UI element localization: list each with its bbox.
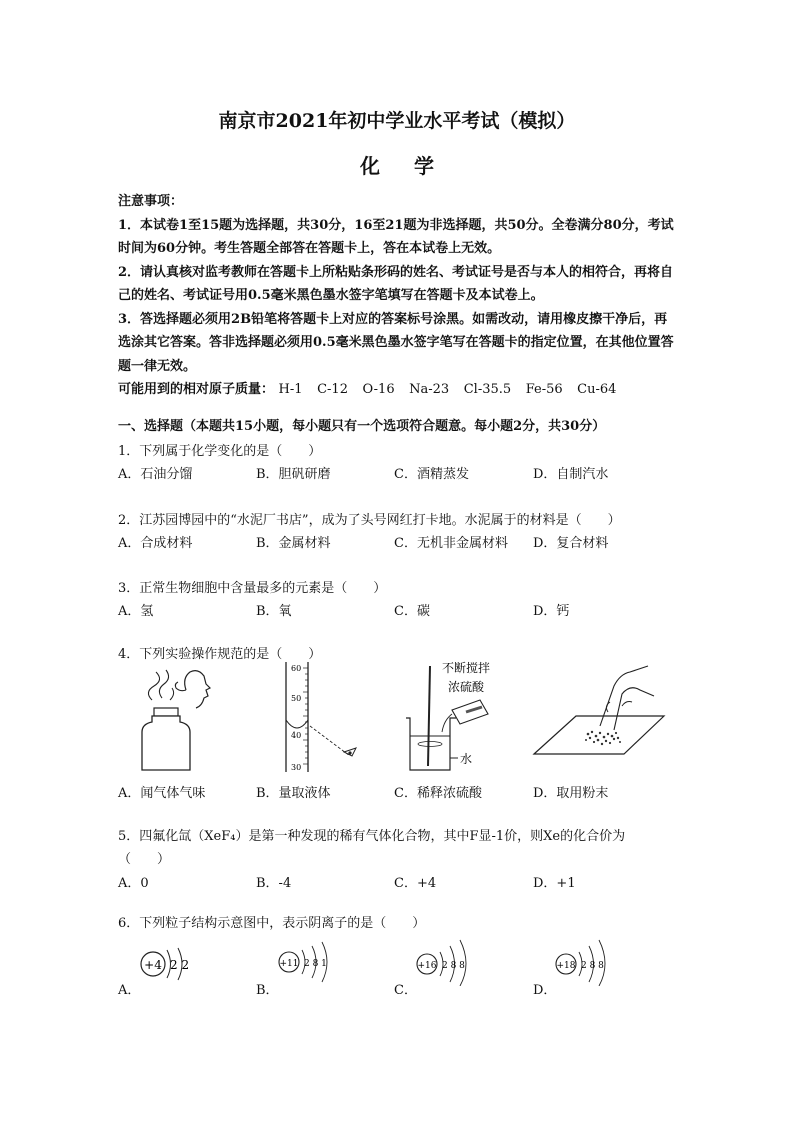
electron-shells: 2 8 8 [442,961,465,971]
note-item: 1．本试卷1至15题为选择题，共30分，16至21题为非选择题，共50分。全卷满分80分，考试时间为60分钟。考生答题全部答在答题卡上，答在本试卷上无效。 [118,217,674,256]
question-stem: 4．下列实验操作规范的是（ ） [118,647,322,662]
atomic-masses [118,378,678,402]
question-stem: 2．江苏园博园中的“水泥厂书店”，成为了头号网红打卡地。水泥属于的材料是（ ） [118,513,621,528]
dilute-acid-figure [400,660,510,778]
atom-structure-d [553,938,629,986]
electron-shells: 2 8 1 [304,959,327,969]
water-label: 水 [460,752,473,766]
cylinder-tick-40: 40 [291,731,302,740]
nucleus-charge: +16 [417,961,437,971]
option-b: B．量取液体 [256,786,331,801]
option-c: C．稀释浓硫酸 [394,786,482,801]
section-heading: 一、选择题（本题共15小题，每小题只有一个选项符合题意。每小题2分，共30分） [118,419,606,434]
atomic-mass-item: O-16 [362,382,395,397]
atomic-mass-item: H-1 [278,382,303,397]
question-stem: 5．四氟化氙（XeF₄）是第一种发现的稀有气体化合物，其中F显-1价，则Xe的化合价为 [118,829,626,844]
option-b: B．-4 [256,876,292,891]
option-d: D．取用粉末 [533,786,609,801]
atomic-mass-item: Fe-56 [525,382,563,397]
acid-label: 浓硫酸 [448,680,485,694]
stir-label: 不断搅拌 [442,661,491,675]
smell-gas-figure [130,662,220,774]
question-stem: 1．下列属于化学变化的是（ ） [118,444,322,459]
nucleus-charge: +18 [556,961,576,971]
note-item: 3．答选择题必须用2B铅笔将答题卡上对应的答案标号涂黑。如需改动，请用橡皮擦干净后，再选涂其它答案。答非选择题必须用0.5毫米黑色墨水签字笔写在答题卡的指定位置，在其他位置答题一律无效。 [118,311,674,374]
option-a: A．合成材料 [118,536,193,551]
atomic-label: 可能用到的相对原子质量： [118,382,275,397]
atom-structure-a [138,940,202,986]
option-a: A．石油分馏 [118,467,193,482]
question-stem: 6．下列粒子结构示意图中，表示阴离子的是（ ） [118,916,426,931]
option-b: B． [256,983,279,998]
option-a: A． [118,983,141,998]
electron-shells: 2 8 8 [581,961,604,971]
atomic-mass-item: Cu-64 [577,382,617,397]
option-c: C．+4 [394,876,437,891]
option-d: D．复合材料 [533,536,609,551]
atomic-mass-item: C-12 [317,382,348,397]
cylinder-tick-30: 30 [291,763,302,772]
option-a: A．闻气体气味 [118,786,206,801]
option-b: B．胆矾研磨 [256,467,331,482]
subject-title: 化学 [360,154,468,178]
take-powder-figure [530,660,670,760]
option-d: D． [533,983,557,998]
cylinder-tick-50: 50 [291,694,302,703]
note-item: 2．请认真核对监考教师在答题卡上所粘贴条形码的姓名、考试证号是否与本人的相符合，再将自己的姓名、考试证号用0.5毫米黑色墨水签字笔填写在答题卡及本试卷上。 [118,264,674,303]
measuring-cylinder-figure [276,660,366,778]
option-d: D．+1 [533,876,576,891]
atom-structure-c [414,938,490,986]
option-c: C．酒精蒸发 [394,467,469,482]
question-stem: 3．正常生物细胞中含量最多的元素是（ ） [118,581,387,596]
option-a: A．氢 [118,604,154,619]
nucleus-charge: +4 [144,958,162,972]
option-c: C．碳 [394,604,430,619]
option-d: D．自制汽水 [533,467,609,482]
nucleus-charge: +11 [279,959,299,969]
electron-shells: 2 2 [170,958,190,972]
option-b: B．金属材料 [256,536,331,551]
option-c: C． [394,983,417,998]
exam-notes [118,190,678,402]
atomic-mass-item: Na-23 [409,382,450,397]
atom-structure-b [276,938,352,986]
option-a: A．0 [118,876,149,891]
question-stem-continued: （ ） [118,852,171,867]
paper-title: 南京市2021年初中学业水平考试（模拟） [218,110,576,132]
atomic-mass-item: Cl-35.5 [463,382,512,397]
option-d: D．钙 [533,604,570,619]
option-c: C．无机非金属材料 [394,536,508,551]
option-b: B．氧 [256,604,292,619]
notes-heading: 注意事项： [118,194,184,209]
cylinder-tick-60: 60 [291,664,302,673]
